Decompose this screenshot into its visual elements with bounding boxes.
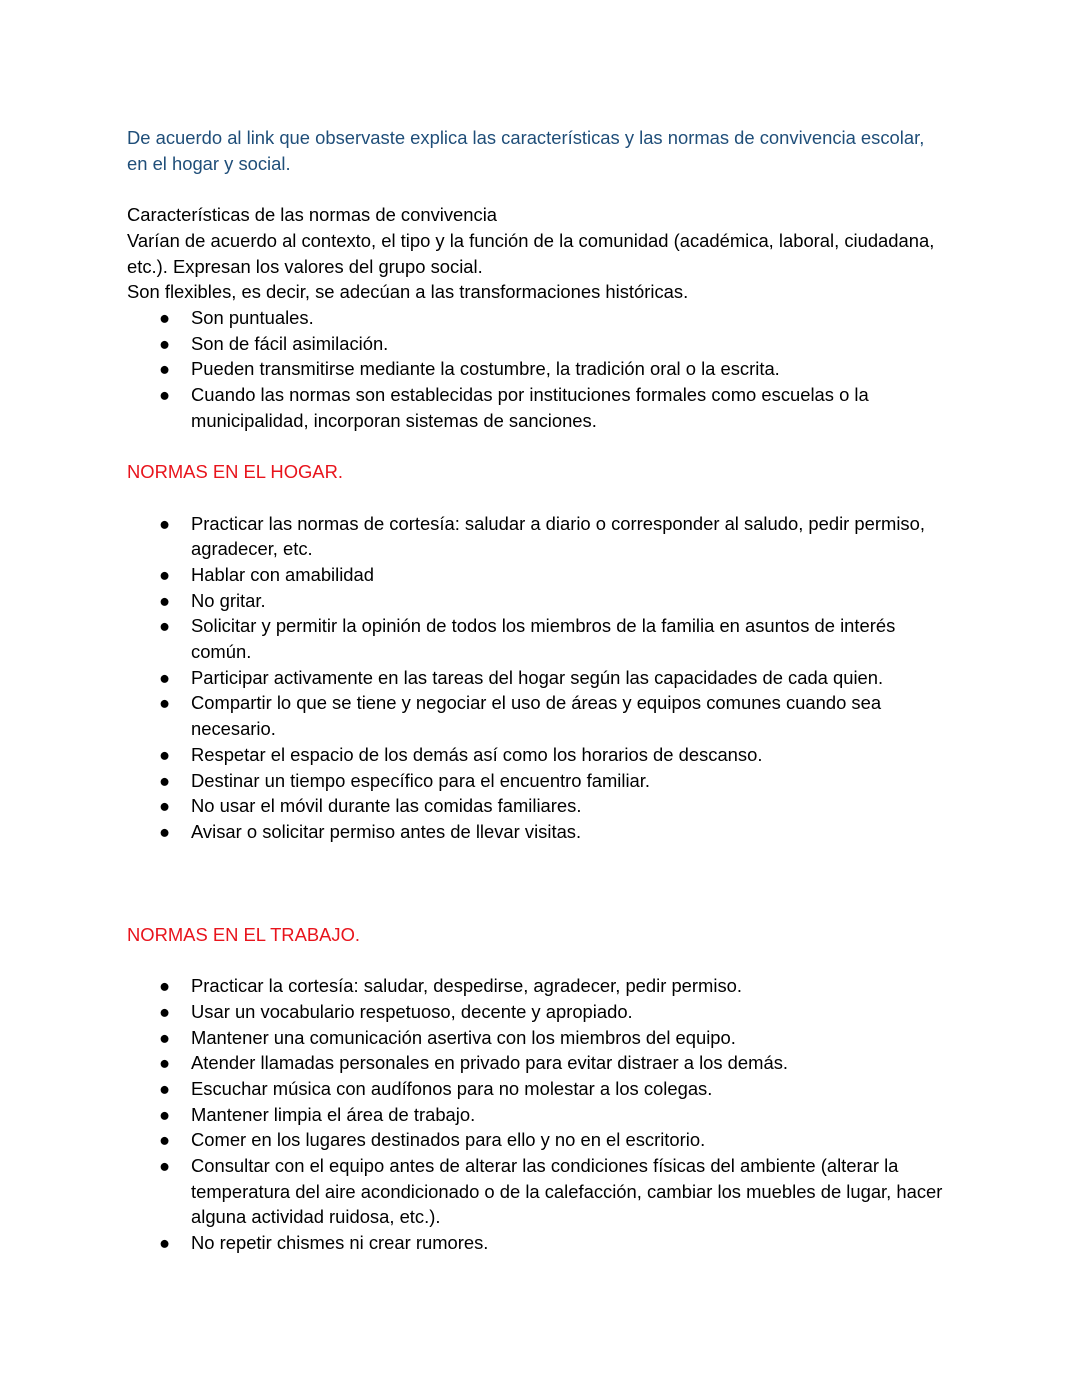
list-item-text: No gritar. xyxy=(191,589,266,611)
work-list xyxy=(127,973,947,1256)
bullet-icon: ● xyxy=(159,1155,171,1177)
list-item-text: Practicar la cortesía: saludar, despedirse, agradecer, pedir permiso. xyxy=(191,975,742,997)
list-item xyxy=(127,973,947,999)
list-item xyxy=(127,819,947,845)
list-item xyxy=(127,1025,947,1051)
characteristics-paragraph: Son flexibles, es decir, se adecúan a las transformaciones históricas. xyxy=(127,281,689,303)
bullet-icon: ● xyxy=(159,975,171,997)
list-item xyxy=(127,331,947,357)
bullet-icon: ● xyxy=(159,1026,171,1048)
list-item-text: Comer en los lugares destinados para ello y no en el escritorio. xyxy=(191,1129,706,1151)
bullet-icon: ● xyxy=(159,1129,171,1151)
prompt-text: De acuerdo al link que observaste explica las características y las normas de convivencia escolar, en el hogar y social. xyxy=(127,127,925,174)
list-item-text: Participar activamente en las tareas del hogar según las capacidades de cada quien. xyxy=(191,666,884,688)
home-list xyxy=(127,511,947,845)
bullet-icon: ● xyxy=(159,563,171,585)
list-item xyxy=(127,793,947,819)
characteristics-paragraph: Varían de acuerdo al contexto, el tipo y la función de la comunidad (académica, laboral, ciudadana, etc.). Expresan los valores del grupo social. xyxy=(127,229,935,277)
list-item xyxy=(127,1230,947,1256)
work-heading: NORMAS EN EL TRABAJO. xyxy=(127,923,360,945)
bullet-icon: ● xyxy=(159,306,171,328)
list-item xyxy=(127,999,947,1025)
bullet-icon: ● xyxy=(159,795,171,817)
list-item-text: Mantener limpia el área de trabajo. xyxy=(191,1103,476,1125)
list-item xyxy=(127,511,947,562)
list-item xyxy=(127,1102,947,1128)
bullet-icon: ● xyxy=(159,332,171,354)
list-item xyxy=(127,768,947,794)
bullet-icon: ● xyxy=(159,589,171,611)
list-item-text: No repetir chismes ni crear rumores. xyxy=(191,1232,489,1254)
list-item-text: Son puntuales. xyxy=(191,306,314,328)
list-item xyxy=(127,382,947,433)
list-item xyxy=(127,562,947,588)
list-item-text: Solicitar y permitir la opinión de todos los miembros de la familia en asuntos de interés común. xyxy=(191,615,896,663)
list-item-text: Hablar con amabilidad xyxy=(191,563,374,585)
list-item xyxy=(127,356,947,382)
bullet-icon: ● xyxy=(159,1103,171,1125)
bullet-icon: ● xyxy=(159,358,171,380)
list-item-text: Atender llamadas personales en privado para evitar distraer a los demás. xyxy=(191,1052,788,1074)
characteristics-list xyxy=(127,305,947,434)
home-heading: NORMAS EN EL HOGAR. xyxy=(127,461,343,483)
list-item-text: Son de fácil asimilación. xyxy=(191,332,389,354)
list-item xyxy=(127,665,947,691)
list-item xyxy=(127,742,947,768)
bullet-icon: ● xyxy=(159,512,171,534)
bullet-icon: ● xyxy=(159,820,171,842)
bullet-icon: ● xyxy=(159,1000,171,1022)
list-item-text: Avisar o solicitar permiso antes de llevar visitas. xyxy=(191,820,582,842)
list-item xyxy=(127,1153,947,1230)
bullet-icon: ● xyxy=(159,384,171,406)
list-item-text: Consultar con el equipo antes de alterar las condiciones físicas del ambiente (alterar la temperatura del aire acondicionado o de la calefacción, cambiar los muebles de lugar, hacer alguna actividad ruidosa, etc.). xyxy=(191,1155,943,1228)
bullet-icon: ● xyxy=(159,615,171,637)
list-item xyxy=(127,1076,947,1102)
bullet-icon: ● xyxy=(159,743,171,765)
list-item-text: Practicar las normas de cortesía: saludar a diario o corresponder al saludo, pedir permiso, agradecer, etc. xyxy=(191,512,925,560)
list-item xyxy=(127,690,947,741)
bullet-icon: ● xyxy=(159,769,171,791)
list-item xyxy=(127,305,947,331)
list-item-text: Escuchar música con audífonos para no molestar a los colegas. xyxy=(191,1077,713,1099)
list-item xyxy=(127,1127,947,1153)
list-item xyxy=(127,1050,947,1076)
bullet-icon: ● xyxy=(159,1232,171,1254)
bullet-icon: ● xyxy=(159,1077,171,1099)
list-item xyxy=(127,588,947,614)
list-item-text: Respetar el espacio de los demás así como los horarios de descanso. xyxy=(191,743,763,765)
list-item xyxy=(127,613,947,664)
characteristics-title: Características de las normas de convivencia xyxy=(127,204,498,226)
list-item-text: Compartir lo que se tiene y negociar el uso de áreas y equipos comunes cuando sea necesario. xyxy=(191,692,882,740)
bullet-icon: ● xyxy=(159,666,171,688)
bullet-icon: ● xyxy=(159,692,171,714)
document-page xyxy=(127,125,947,1256)
bullet-icon: ● xyxy=(159,1052,171,1074)
list-item-text: Mantener una comunicación asertiva con los miembros del equipo. xyxy=(191,1026,736,1048)
list-item-text: Destinar un tiempo específico para el encuentro familiar. xyxy=(191,769,650,791)
list-item-text: No usar el móvil durante las comidas familiares. xyxy=(191,795,582,817)
list-item-text: Usar un vocabulario respetuoso, decente y apropiado. xyxy=(191,1000,633,1022)
list-item-text: Pueden transmitirse mediante la costumbre, la tradición oral o la escrita. xyxy=(191,358,780,380)
list-item-text: Cuando las normas son establecidas por instituciones formales como escuelas o la municipalidad, incorporan sistemas de sanciones. xyxy=(191,384,869,431)
